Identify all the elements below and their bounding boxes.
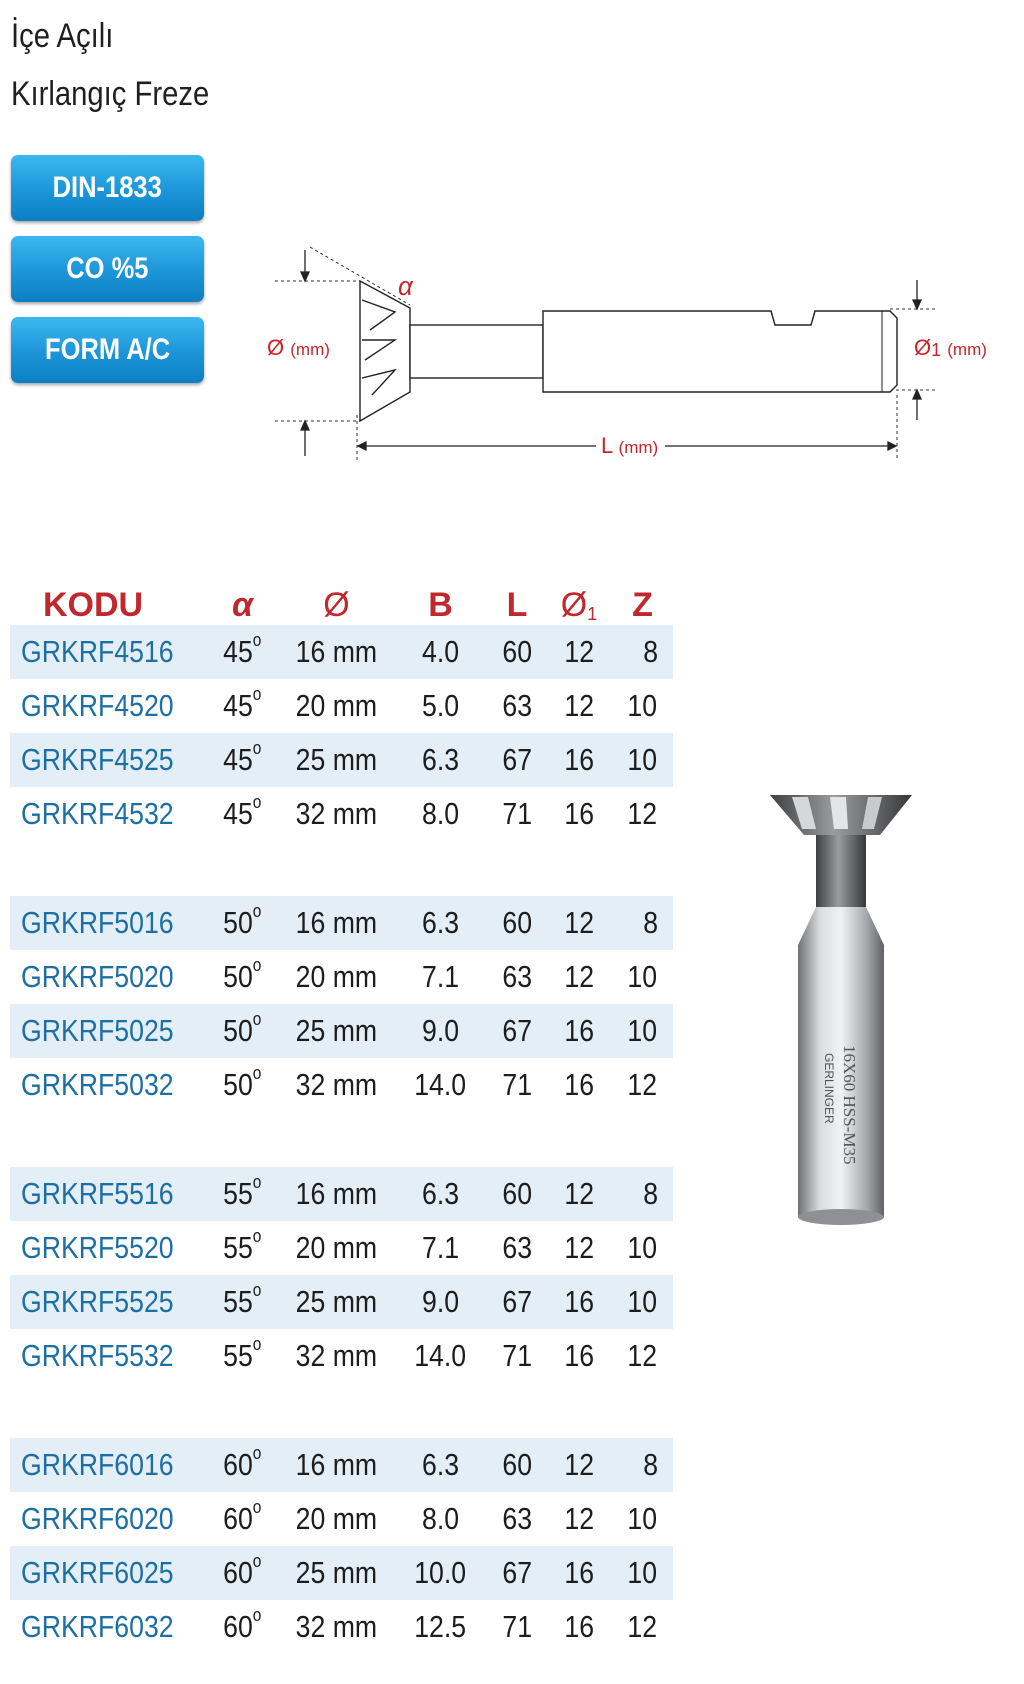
cell-l: 67	[488, 1004, 546, 1058]
alpha-label: α	[398, 271, 413, 301]
header-b: B	[428, 586, 453, 624]
cell-alpha: 45$^o$	[223, 684, 262, 723]
table-row	[10, 1167, 673, 1221]
diameter-label: Ø (mm)	[267, 335, 330, 360]
cell-shank-diameter: 12	[546, 1167, 612, 1221]
cell-z: 10	[626, 959, 657, 994]
cell-b: 10.0	[393, 1546, 488, 1600]
cell-shank-diameter: 16	[564, 1609, 594, 1644]
cell-diameter: 16 mm	[280, 1167, 393, 1221]
cell-z: 10	[612, 1275, 673, 1329]
table-row	[10, 1275, 673, 1329]
cell-shank-diameter: 16	[546, 733, 612, 787]
cell-b: 12.5	[414, 1609, 467, 1644]
cell-b: 6.3	[393, 896, 488, 950]
cell-l: 67	[488, 1546, 546, 1600]
cell-b: 7.1	[421, 959, 460, 994]
cell-code: GRKRF5525	[10, 1275, 205, 1329]
table-row	[10, 1492, 673, 1546]
cell-alpha: 60$^o$	[205, 1438, 280, 1492]
cutter-head-outline	[360, 281, 410, 421]
header-z: Z	[632, 586, 653, 624]
cell-alpha: 60$^o$	[223, 1605, 262, 1644]
cell-code: GRKRF5032	[21, 1067, 174, 1102]
cell-shank-diameter: 12	[564, 1501, 594, 1536]
cell-alpha: 50$^o$	[223, 955, 262, 994]
badge-form-label: FORM A/C	[44, 333, 171, 366]
cell-b: 6.3	[393, 1438, 488, 1492]
cell-z: 8	[612, 896, 673, 950]
cell-b: 14.0	[414, 1338, 467, 1373]
table-row	[10, 1058, 673, 1112]
cell-z: 10	[612, 1004, 673, 1058]
cell-diameter: 20 mm	[295, 959, 378, 994]
cell-l: 71	[502, 1067, 532, 1102]
shank-diameter-label: Ø1 (mm)	[914, 335, 987, 360]
cell-b: 6.3	[393, 1167, 488, 1221]
spec-table	[10, 583, 673, 1654]
cell-b: 9.0	[393, 1004, 488, 1058]
cell-code: GRKRF4532	[21, 796, 174, 831]
shank-outline	[543, 311, 897, 392]
cell-l: 71	[502, 796, 532, 831]
badge-cobalt-label: CO %5	[66, 252, 149, 285]
cell-z: 8	[612, 1438, 673, 1492]
product-photo	[770, 795, 920, 1295]
cell-code: GRKRF5520	[21, 1230, 174, 1265]
table-row	[10, 679, 673, 733]
cell-z: 12	[626, 1338, 657, 1373]
cell-z: 10	[626, 688, 657, 723]
cell-diameter: 20 mm	[295, 688, 378, 723]
cell-diameter: 16 mm	[280, 896, 393, 950]
cell-b: 14.0	[414, 1067, 467, 1102]
cell-diameter: 32 mm	[295, 1067, 378, 1102]
cell-shank-diameter: 12	[546, 896, 612, 950]
table-row	[10, 950, 673, 1004]
title-line-2: Kırlangıç Freze	[11, 75, 210, 113]
cell-alpha: 55$^o$	[223, 1226, 262, 1265]
cell-diameter: 25 mm	[280, 1546, 393, 1600]
cell-diameter: 20 mm	[295, 1230, 378, 1265]
cell-z: 10	[626, 1230, 657, 1265]
cell-diameter: 32 mm	[295, 796, 378, 831]
cell-b: 7.1	[421, 1230, 460, 1265]
table-row	[10, 1004, 673, 1058]
cell-z: 12	[626, 1067, 657, 1102]
header-l: L	[506, 586, 528, 624]
cell-b: 4.0	[393, 625, 488, 679]
cell-code: GRKRF5532	[21, 1338, 174, 1373]
cell-l: 71	[502, 1338, 532, 1373]
table-row	[10, 1438, 673, 1492]
cell-l: 60	[488, 625, 546, 679]
cell-z: 10	[612, 733, 673, 787]
badge-form	[11, 317, 204, 383]
cell-l: 63	[502, 1230, 532, 1265]
cell-alpha: 60$^o$	[205, 1546, 280, 1600]
cell-diameter: 16 mm	[280, 625, 393, 679]
cell-alpha: 45$^o$	[205, 625, 280, 679]
cell-z: 10	[612, 1546, 673, 1600]
table-row	[10, 1546, 673, 1600]
cell-shank-diameter: 16	[546, 1004, 612, 1058]
cell-b: 8.0	[421, 796, 460, 831]
cell-l: 67	[488, 733, 546, 787]
cell-alpha: 55$^o$	[205, 1167, 280, 1221]
cell-diameter: 16 mm	[280, 1438, 393, 1492]
cell-code: GRKRF5020	[21, 959, 174, 994]
table-header-row	[10, 583, 673, 625]
neck-outline	[410, 325, 543, 378]
cell-b: 6.3	[393, 733, 488, 787]
cell-diameter: 25 mm	[280, 1004, 393, 1058]
cell-alpha: 55$^o$	[223, 1334, 262, 1373]
cell-l: 71	[502, 1609, 532, 1644]
cell-shank-diameter: 12	[546, 625, 612, 679]
cell-alpha: 45$^o$	[205, 733, 280, 787]
cell-l: 63	[502, 688, 532, 723]
cell-diameter: 20 mm	[295, 1501, 378, 1536]
group-spacer	[10, 841, 673, 896]
cell-shank-diameter: 12	[564, 959, 594, 994]
cell-shank-diameter: 16	[564, 1067, 594, 1102]
cell-z: 12	[626, 796, 657, 831]
cell-code: GRKRF4520	[21, 688, 174, 723]
cell-shank-diameter: 12	[564, 688, 594, 723]
cell-z: 12	[626, 1609, 657, 1644]
cell-alpha: 50$^o$	[205, 896, 280, 950]
cell-code: GRKRF4525	[10, 733, 205, 787]
badge-cobalt	[11, 236, 204, 302]
table-row	[10, 1221, 673, 1275]
table-row	[10, 1600, 673, 1654]
cell-z: 10	[626, 1501, 657, 1536]
cell-b: 9.0	[393, 1275, 488, 1329]
cell-alpha: 55$^o$	[205, 1275, 280, 1329]
cell-diameter: 25 mm	[280, 733, 393, 787]
cell-code: GRKRF6025	[10, 1546, 205, 1600]
cell-alpha: 50$^o$	[223, 1063, 262, 1102]
cell-l: 60	[488, 1438, 546, 1492]
cell-alpha: 60$^o$	[223, 1497, 262, 1536]
cell-shank-diameter: 16	[546, 1275, 612, 1329]
cell-alpha: 45$^o$	[223, 792, 262, 831]
cell-shank-diameter: 16	[546, 1546, 612, 1600]
table-row	[10, 787, 673, 841]
table-row	[10, 1329, 673, 1383]
cell-l: 60	[488, 1167, 546, 1221]
cell-diameter: 32 mm	[295, 1609, 378, 1644]
cell-shank-diameter: 16	[564, 796, 594, 831]
cell-code: GRKRF6032	[21, 1609, 174, 1644]
cell-code: GRKRF6016	[10, 1438, 205, 1492]
cell-code: GRKRF5016	[10, 896, 205, 950]
cell-l: 60	[488, 896, 546, 950]
header-code: KODU	[43, 586, 144, 624]
cell-diameter: 32 mm	[295, 1338, 378, 1373]
length-label: L (mm)	[601, 433, 659, 458]
badge-standard-label: DIN-1833	[52, 171, 163, 204]
cell-shank-diameter: 12	[564, 1230, 594, 1265]
table-row	[10, 896, 673, 950]
cell-code: GRKRF6020	[21, 1501, 174, 1536]
cell-z: 8	[612, 625, 673, 679]
group-spacer	[10, 1383, 673, 1438]
cell-diameter: 25 mm	[280, 1275, 393, 1329]
badge-standard	[11, 155, 204, 221]
group-spacer	[10, 1112, 673, 1167]
cell-code: GRKRF5025	[10, 1004, 205, 1058]
header-shank-diameter: Ø1	[560, 586, 598, 624]
cell-z: 8	[612, 1167, 673, 1221]
title-line-1: İçe Açılı	[11, 17, 114, 55]
cell-alpha: 50$^o$	[205, 1004, 280, 1058]
cell-code: GRKRF4516	[10, 625, 205, 679]
header-diameter: Ø	[323, 586, 350, 624]
cell-b: 5.0	[421, 688, 460, 723]
cell-shank-diameter: 12	[546, 1438, 612, 1492]
cell-l: 67	[488, 1275, 546, 1329]
cell-l: 63	[502, 1501, 532, 1536]
header-alpha: α	[231, 586, 254, 624]
cell-b: 8.0	[421, 1501, 460, 1536]
photo-engraving-brand: GERLINGER	[822, 1053, 836, 1124]
cell-shank-diameter: 16	[564, 1338, 594, 1373]
table-row	[10, 733, 673, 787]
table-row	[10, 625, 673, 679]
cell-l: 63	[502, 959, 532, 994]
photo-engraving-text: 16X60 HSS-M35	[840, 1045, 859, 1165]
cell-code: GRKRF5516	[10, 1167, 205, 1221]
